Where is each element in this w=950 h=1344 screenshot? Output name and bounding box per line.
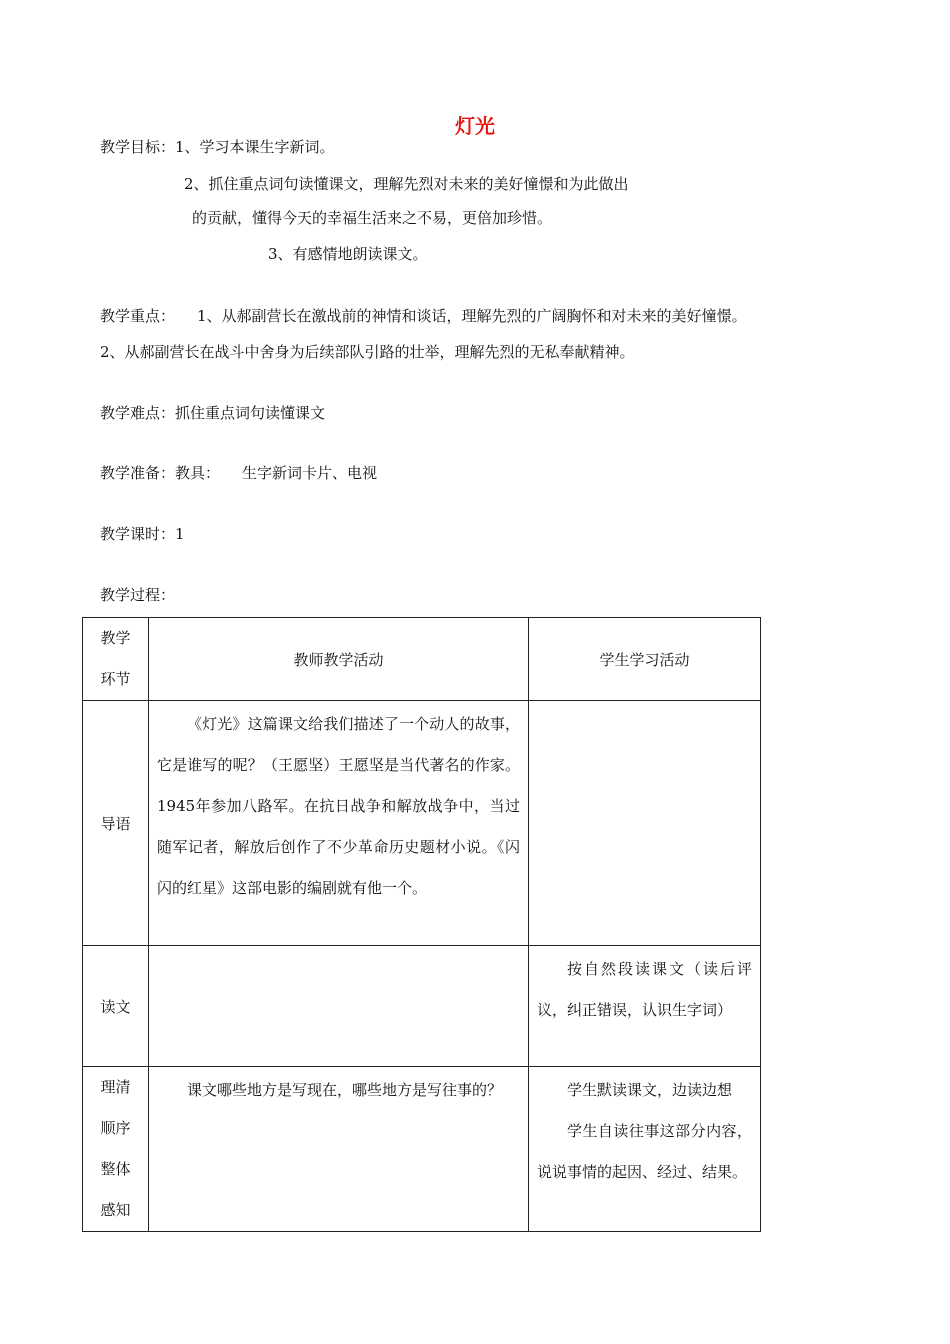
objective-item: 的贡献，懂得今天的幸福生活来之不易，更倍加珍惜。 — [192, 209, 553, 227]
teacher-activity-cell — [149, 946, 529, 1067]
student-activity-cell — [529, 946, 761, 1067]
page-title: 灯光 — [455, 114, 495, 138]
teacher-activity-cell — [149, 701, 529, 946]
lesson-table — [82, 617, 761, 1232]
preparation-label: 教学准备： — [100, 464, 176, 482]
tools-label: 教具： — [175, 464, 221, 482]
key-point-item: 2、从郝副营长在战斗中舍身为后续部队引路的壮举，理解先烈的无私奉献精神。 — [100, 343, 635, 361]
header-teacher-cell: 教师教学活动 — [149, 618, 529, 701]
process-label: 教学过程： — [100, 586, 176, 604]
stage-line: 顺序 — [100, 1119, 131, 1137]
stage-cell: 读文 — [83, 946, 149, 1067]
table-row — [83, 946, 761, 1067]
preparation-line — [100, 463, 377, 483]
objectives-label: 教学目标： — [100, 138, 176, 156]
header-stage-line: 教学 — [100, 629, 131, 647]
header-stage-line: 环节 — [100, 670, 131, 688]
student-activity-cell — [529, 701, 761, 946]
stage-line: 理清 — [100, 1078, 131, 1096]
header-student-cell: 学生学习活动 — [529, 618, 761, 701]
student-activity-text: 学生自读往事这部分内容，说说事情的起因、经过、结果。 — [537, 1122, 752, 1181]
stage-cell — [83, 1067, 149, 1232]
stage-cell: 导语 — [83, 701, 149, 946]
periods-value: 1 — [175, 525, 185, 543]
teacher-activity-text: 《灯光》这篇课文给我们描述了一个动人的故事，它是谁写的呢？（王愿坚）王愿坚是当代著名的作家。1945年参加八路军。在抗日战争和解放战争中，当过随军记者，解放后创作了不少革命历史题材小说。《闪闪的红星》这部电影的编剧就有他一个。 — [157, 715, 520, 897]
preparation-text: 生字新词卡片、电视 — [242, 464, 378, 482]
difficulty-line — [100, 403, 325, 423]
teacher-activity-text: 课文哪些地方是写现在，哪些地方是写往事的？ — [187, 1081, 503, 1099]
key-point-item: 1、从郝副营长在激战前的神情和谈话，理解先烈的广阔胸怀和对未来的美好憧憬。 — [197, 307, 747, 325]
table-row — [83, 1067, 761, 1232]
stage-line: 感知 — [100, 1201, 131, 1219]
student-activity-text: 学生默读课文，边读边想 — [567, 1081, 733, 1099]
difficulty-label: 教学难点： — [100, 404, 176, 422]
table-header-row — [83, 618, 761, 701]
table-row — [83, 701, 761, 946]
key-points-label: 教学重点： — [100, 307, 176, 325]
header-stage-cell — [83, 618, 149, 701]
teacher-activity-cell — [149, 1067, 529, 1232]
student-activity-cell — [529, 1067, 761, 1232]
difficulty-text: 抓住重点词句读懂课文 — [175, 404, 326, 422]
objective-item: 3、有感情地朗读课文。 — [268, 245, 428, 263]
objective-item: 2、抓住重点词句读懂课文，理解先烈对未来的美好憧憬和为此做出 — [184, 175, 629, 193]
periods-label: 教学课时： — [100, 525, 176, 543]
stage-line: 整体 — [100, 1160, 131, 1178]
teacher-activity-text — [149, 946, 528, 949]
student-activity-text: 按自然段读课文（读后评议，纠正错误，认识生字词） — [537, 960, 752, 1019]
objective-item: 1、学习本课生字新词。 — [175, 138, 335, 156]
periods-line — [100, 524, 185, 544]
student-activity-text — [529, 701, 760, 704]
objectives-line-1 — [100, 137, 335, 157]
key-points-line-1 — [100, 306, 747, 326]
